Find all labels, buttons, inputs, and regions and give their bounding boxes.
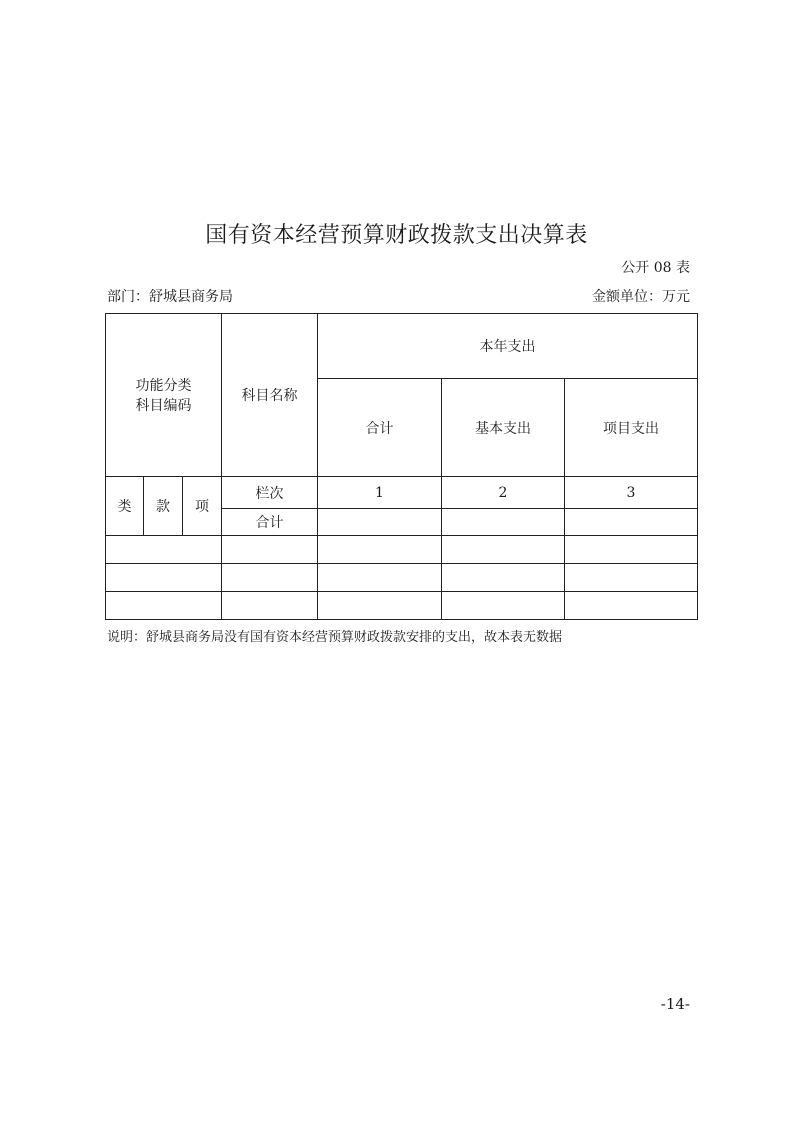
empty-cell bbox=[318, 592, 442, 620]
empty-cell bbox=[222, 536, 318, 564]
column-index-3: 3 bbox=[565, 477, 698, 509]
empty-cell bbox=[222, 564, 318, 592]
lei-header: 类 bbox=[106, 477, 144, 536]
subject-name-header: 科目名称 bbox=[222, 314, 318, 477]
empty-row bbox=[106, 592, 698, 620]
func-class-header bbox=[106, 314, 222, 477]
total-row-cell bbox=[318, 509, 442, 536]
func-class-line1: 功能分类 bbox=[135, 378, 192, 394]
empty-cell bbox=[318, 536, 442, 564]
empty-cell bbox=[106, 536, 222, 564]
empty-cell bbox=[565, 536, 698, 564]
department-label: 部门：舒城县商务局 bbox=[107, 289, 233, 305]
current-year-header: 本年支出 bbox=[318, 314, 698, 379]
empty-cell bbox=[222, 592, 318, 620]
empty-row bbox=[106, 536, 698, 564]
basic-expense-header: 基本支出 bbox=[442, 379, 565, 477]
empty-cell bbox=[565, 564, 698, 592]
total-row-cell bbox=[565, 509, 698, 536]
form-code: 公开 08 表 bbox=[621, 260, 690, 276]
column-index-label: 栏次 bbox=[222, 477, 318, 509]
total-row-label: 合计 bbox=[222, 509, 318, 536]
xiang-header: 项 bbox=[183, 477, 222, 536]
budget-table bbox=[105, 313, 698, 620]
total-row-cell bbox=[442, 509, 565, 536]
page-number: -14- bbox=[660, 995, 690, 1013]
func-class-line2: 科目编码 bbox=[135, 398, 192, 414]
total-header: 合计 bbox=[318, 379, 442, 477]
empty-cell bbox=[442, 536, 565, 564]
project-expense-header: 项目支出 bbox=[565, 379, 698, 477]
empty-cell bbox=[318, 564, 442, 592]
empty-row bbox=[106, 564, 698, 592]
kuan-header: 款 bbox=[144, 477, 183, 536]
empty-cell bbox=[106, 564, 222, 592]
empty-cell bbox=[442, 592, 565, 620]
document-title: 国有资本经营预算财政拨款支出决算表 bbox=[205, 223, 588, 248]
column-index-1: 1 bbox=[318, 477, 442, 509]
header-row-1 bbox=[106, 314, 698, 379]
column-index-row bbox=[106, 477, 698, 509]
table-note: 说明：舒城县商务局没有国有资本经营预算财政拨款安排的支出，故本表无数据 bbox=[107, 630, 563, 645]
empty-cell bbox=[106, 592, 222, 620]
empty-cell bbox=[565, 592, 698, 620]
amount-unit-label: 金额单位：万元 bbox=[592, 289, 690, 305]
empty-cell bbox=[442, 564, 565, 592]
column-index-2: 2 bbox=[442, 477, 565, 509]
